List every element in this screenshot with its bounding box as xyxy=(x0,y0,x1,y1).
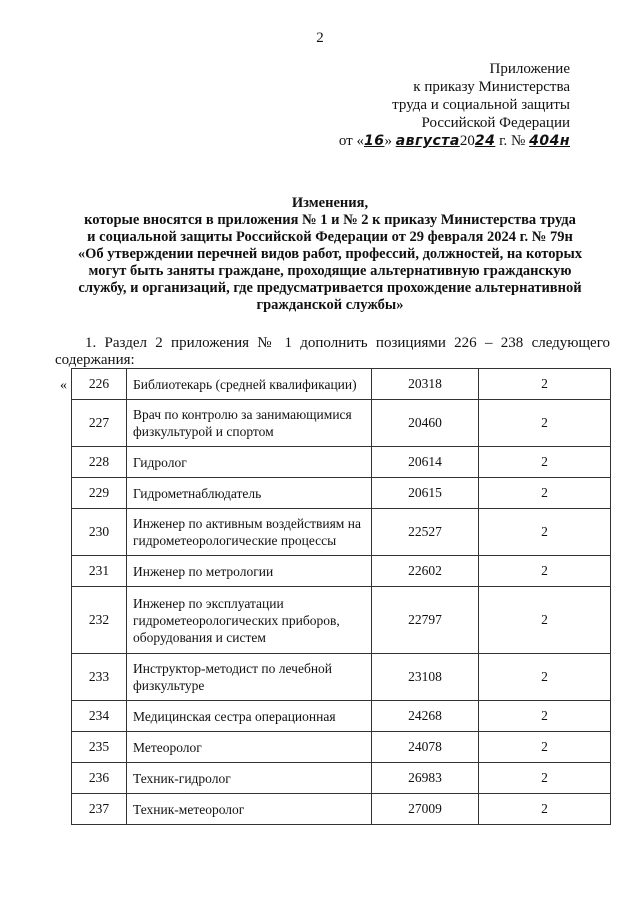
position-name: Инструктор-методист по лечебной физкультуре xyxy=(127,654,372,701)
position-code: 20614 xyxy=(372,447,479,478)
position-number: 227 xyxy=(72,400,127,447)
position-number: 237 xyxy=(72,794,127,825)
table-row xyxy=(72,369,611,400)
position-value: 2 xyxy=(479,509,611,556)
position-name: Библиотекарь (средней квалификации) xyxy=(127,369,372,400)
table-row xyxy=(72,509,611,556)
position-code: 22797 xyxy=(372,587,479,654)
position-value: 2 xyxy=(479,447,611,478)
appendix-block xyxy=(310,60,570,150)
position-number: 233 xyxy=(72,654,127,701)
position-code: 22602 xyxy=(372,556,479,587)
position-name: Техник-метеоролог xyxy=(127,794,372,825)
position-value: 2 xyxy=(479,732,611,763)
position-code: 24268 xyxy=(372,701,479,732)
appendix-line-3: труда и социальной защиты xyxy=(392,97,570,113)
heading-line-4: «Об утверждении перечней видов работ, профессий, должностей, на которых xyxy=(77,246,583,262)
appendix-line-4: Российской Федерации xyxy=(421,115,570,131)
opening-quote: « xyxy=(60,378,67,393)
position-number: 232 xyxy=(72,587,127,654)
position-number: 229 xyxy=(72,478,127,509)
position-code: 26983 xyxy=(372,763,479,794)
positions-table xyxy=(71,368,611,825)
date-year-suffix: 24 xyxy=(474,133,496,149)
page-number: 2 xyxy=(316,30,324,46)
position-value: 2 xyxy=(479,556,611,587)
table-row xyxy=(72,400,611,447)
table-row xyxy=(72,794,611,825)
position-number: 230 xyxy=(72,509,127,556)
paragraph-1 xyxy=(55,335,610,369)
heading-line-2: которые вносятся в приложения № 1 и № 2 к приказу Министерства труда xyxy=(84,212,576,228)
position-code: 27009 xyxy=(372,794,479,825)
date-mid: » xyxy=(384,133,392,149)
position-value: 2 xyxy=(479,701,611,732)
position-number: 234 xyxy=(72,701,127,732)
table-row xyxy=(72,763,611,794)
order-number: 404н xyxy=(529,133,570,149)
order-date-line xyxy=(310,132,570,150)
heading-line-6: службу, и организаций, где предусматривается прохождение альтернативной xyxy=(78,280,582,296)
position-name: Медицинская сестра операционная xyxy=(127,701,372,732)
position-value: 2 xyxy=(479,369,611,400)
position-number: 226 xyxy=(72,369,127,400)
date-day: 16 xyxy=(363,133,385,149)
position-name: Техник-гидролог xyxy=(127,763,372,794)
position-code: 20460 xyxy=(372,400,479,447)
heading-line-7: гражданской службы» xyxy=(256,297,404,313)
position-value: 2 xyxy=(479,763,611,794)
appendix-line-1: Приложение xyxy=(489,61,570,77)
position-value: 2 xyxy=(479,478,611,509)
date-month: августа xyxy=(395,133,460,149)
position-value: 2 xyxy=(479,794,611,825)
position-code: 22527 xyxy=(372,509,479,556)
table-row xyxy=(72,587,611,654)
position-value: 2 xyxy=(479,654,611,701)
position-number: 228 xyxy=(72,447,127,478)
position-number: 236 xyxy=(72,763,127,794)
table-row xyxy=(72,447,611,478)
paragraph-text: 1. Раздел 2 приложения № 1 дополнить позициями 226 – 238 следующего содержания: xyxy=(55,335,610,368)
appendix-line-2: к приказу Министерства xyxy=(413,79,570,95)
position-number: 231 xyxy=(72,556,127,587)
position-name: Врач по контролю за занимающимися физкультурой и спортом xyxy=(127,400,372,447)
date-prefix: от « xyxy=(338,133,364,149)
position-name: Инженер по эксплуатации гидрометеорологических приборов, оборудования и систем xyxy=(127,587,372,654)
heading-line-3: и социальной защиты Российской Федерации от 29 февраля 2024 г. № 79н xyxy=(87,229,573,245)
position-name: Гидрометнаблюдатель xyxy=(127,478,372,509)
heading-line-5: могут быть заняты граждане, проходящие альтернативную гражданскую xyxy=(88,263,572,279)
position-code: 20318 xyxy=(372,369,479,400)
document-heading xyxy=(50,195,610,314)
position-name: Инженер по метрологии xyxy=(127,556,372,587)
table-row xyxy=(72,654,611,701)
position-code: 20615 xyxy=(372,478,479,509)
position-value: 2 xyxy=(479,587,611,654)
position-name: Метеоролог xyxy=(127,732,372,763)
position-value: 2 xyxy=(479,400,611,447)
position-name: Инженер по активным воздействиям на гидрометеорологические процессы xyxy=(127,509,372,556)
position-number: 235 xyxy=(72,732,127,763)
date-g: г. № xyxy=(499,133,526,149)
table-row xyxy=(72,732,611,763)
table-row xyxy=(72,478,611,509)
position-code: 23108 xyxy=(372,654,479,701)
table-row xyxy=(72,701,611,732)
table-row xyxy=(72,556,611,587)
position-code: 24078 xyxy=(372,732,479,763)
position-name: Гидролог xyxy=(127,447,372,478)
heading-line-1: Изменения, xyxy=(291,195,369,211)
date-year-prefix: 20 xyxy=(459,133,475,149)
